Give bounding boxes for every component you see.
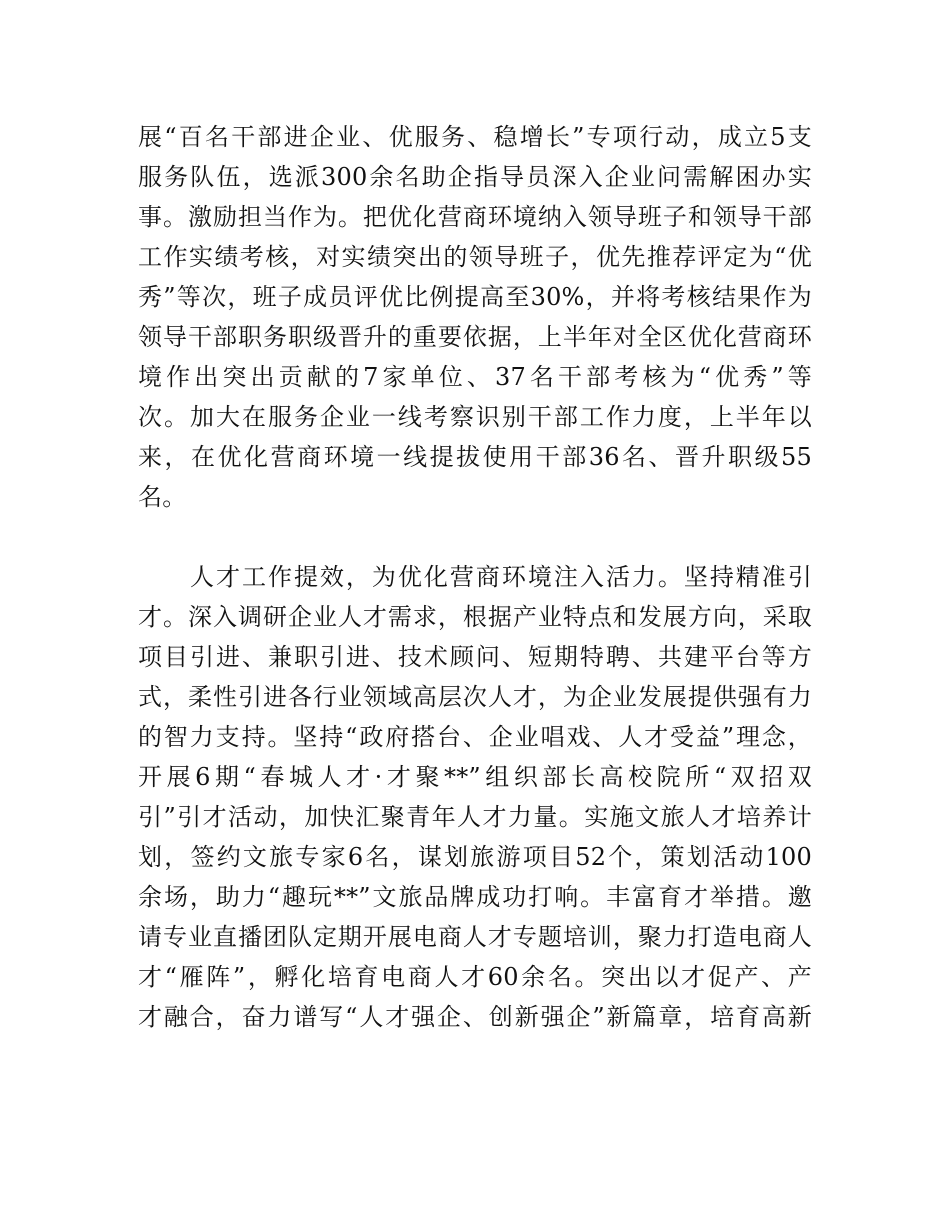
paragraph-1-line: 服务队伍，选派300余名助企指导员深入企业问需解困办实	[138, 163, 812, 191]
paragraph-1-line: 事。激励担当作为。把优化营商环境纳入领导班子和领导干部	[138, 203, 812, 231]
paragraph-1-line: 次。加大在服务企业一线考察识别干部工作力度，上半年以	[138, 403, 812, 431]
paragraph-1-line: 工作实绩考核，对实绩突出的领导班子，优先推荐评定为“优	[138, 243, 812, 271]
paragraph-1-line: 来，在优化营商环境一线提拔使用干部36名、晋升职级55	[138, 443, 812, 471]
paragraph-2-line: 开展6期“春城人才·才聚**”组织部长高校院所“双招双	[138, 763, 812, 791]
paragraph-1-line: 领导干部职务职级晋升的重要依据，上半年对全区优化营商环	[138, 323, 812, 351]
paragraph-2-line: 式，柔性引进各行业领域高层次人才，为企业发展提供强有力	[138, 683, 812, 711]
paragraph-2-line: 人才工作提效，为优化营商环境注入活力。坚持精准引	[138, 563, 812, 591]
paragraph-2-line: 才融合，奋力谱写“人才强企、创新强企”新篇章，培育高新	[138, 1003, 812, 1031]
paragraph-2-line: 项目引进、兼职引进、技术顾问、短期特聘、共建平台等方	[138, 643, 812, 671]
paragraph-1-line: 名。	[138, 483, 187, 511]
paragraph-2-line: 才。深入调研企业人才需求，根据产业特点和发展方向，采取	[138, 603, 812, 631]
paragraph-2-line: 才“雁阵”，孵化培育电商人才60余名。突出以才促产、产	[138, 963, 812, 991]
paragraph-1-line: 秀”等次，班子成员评优比例提高至30%，并将考核结果作为	[138, 283, 812, 311]
paragraph-1-line: 展“百名干部进企业、优服务、稳增长”专项行动，成立5支	[138, 123, 812, 151]
paragraph-2-line: 的智力支持。坚持“政府搭台、企业唱戏、人才受益”理念，	[138, 723, 812, 751]
paragraph-2-line: 请专业直播团队定期开展电商人才专题培训，聚力打造电商人	[138, 923, 812, 951]
paragraph-1-line: 境作出突出贡献的7家单位、37名干部考核为“优秀”等	[138, 363, 812, 391]
paragraph-2-line: 引”引才活动，加快汇聚青年人才力量。实施文旅人才培养计	[138, 803, 812, 831]
paragraph-2-line: 划，签约文旅专家6名，谋划旅游项目52个，策划活动100	[138, 843, 812, 871]
paragraph-2-line: 余场，助力“趣玩**”文旅品牌成功打响。丰富育才举措。邀	[138, 883, 812, 911]
